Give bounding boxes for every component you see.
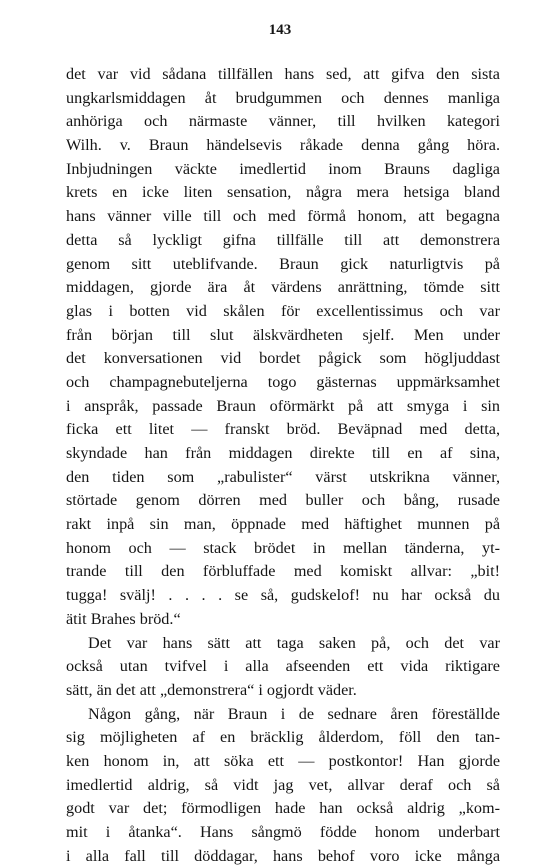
text-line: anhöriga och närmaste vänner, till hvilken kategori <box>66 112 500 131</box>
text-line: ken honom in, att söka ett — postkontor! Han gjorde <box>66 751 500 770</box>
text-line: Någon gång, när Braun i de sednare åren föreställde <box>88 704 500 723</box>
text-line: från början till slut älskvärdheten sjelf. Men under <box>66 325 500 344</box>
text-line: mit i åtanka“. Hans sångmö födde honom underbart <box>66 823 500 841</box>
text-line: och champagnebuteljerna togo gästernas uppmärksamhet <box>66 372 500 391</box>
page-number: 143 <box>268 22 292 38</box>
text-line: skyndade han från middagen direkte till en af sina, <box>66 444 500 462</box>
text-line: hans vänner ville till och med förmå honom, att begagna <box>66 207 500 226</box>
text-line: glas i botten vid skålen för excellentissimus och var <box>66 301 500 320</box>
text-line: krets en icke liten sensation, några mera hetsiga bland <box>66 183 500 202</box>
text-line: Inbjudningen väckte imedlertid inom Brauns dagliga <box>66 159 500 178</box>
text-line: ätit Brahes bröd.“ <box>66 609 181 628</box>
text-line: ungkarlsmiddagen åt brudgummen och dennes manliga <box>66 88 500 107</box>
body-text <box>66 63 500 868</box>
text-line: i anspråk, passade Braun oförmärkt på att smyga i sin <box>66 396 500 415</box>
text-line: också utan tvifvel i alla afseenden ett vida riktigare <box>66 657 500 676</box>
text-line: trande till den förbluffade med komiskt allvar: „bit! <box>66 562 500 581</box>
text-line: ficka ett litet — franskt bröd. Beväpnad med detta, <box>66 420 500 439</box>
text-line: Wilh. v. Braun händelsevis råkade denna gång höra. <box>66 136 500 155</box>
text-line: middagen, gjorde ära åt värdens anrättning, tömde sitt <box>66 278 500 297</box>
text-line: det konversationen vid bordet pågick som högljuddast <box>66 349 500 368</box>
text-line: den tiden som „rabulister“ värst utskrikna vänner, <box>66 467 500 486</box>
text-line: sig möjligheten af en bräcklig ålderdom, föll den tan- <box>66 728 500 747</box>
text-line: i alla fall till döddagar, hans behof voro icke många <box>66 846 500 865</box>
text-line: rakt inpå sin man, öppnade med häftighet munnen på <box>66 515 500 534</box>
text-line: störtade genom dörren med buller och bång, rusade <box>66 491 500 510</box>
text-line: imedlertid aldrig, så vidt jag vet, allvar deraf och så <box>66 775 500 794</box>
text-line: genom sitt uteblifvande. Braun gick naturligtvis på <box>66 254 500 273</box>
text-line: det var vid sådana tillfällen hans sed, att gifva den sista <box>66 65 500 83</box>
text-line: godt var det; förmodligen hade han också aldrig „kom- <box>66 799 500 818</box>
text-line: Det var hans sätt att taga saken på, och det var <box>88 633 500 652</box>
text-line: detta så lyckligt gifna tillfälle till att demonstrera <box>66 230 500 249</box>
text-line: honom och — stack brödet in mellan tänderna, yt- <box>66 538 500 557</box>
text-line: sätt, än det att „demonstrera“ i ogjordt väder. <box>66 680 357 699</box>
text-line: tugga! svälj! . . . . se så, gudskelof! nu har också du <box>66 586 500 605</box>
